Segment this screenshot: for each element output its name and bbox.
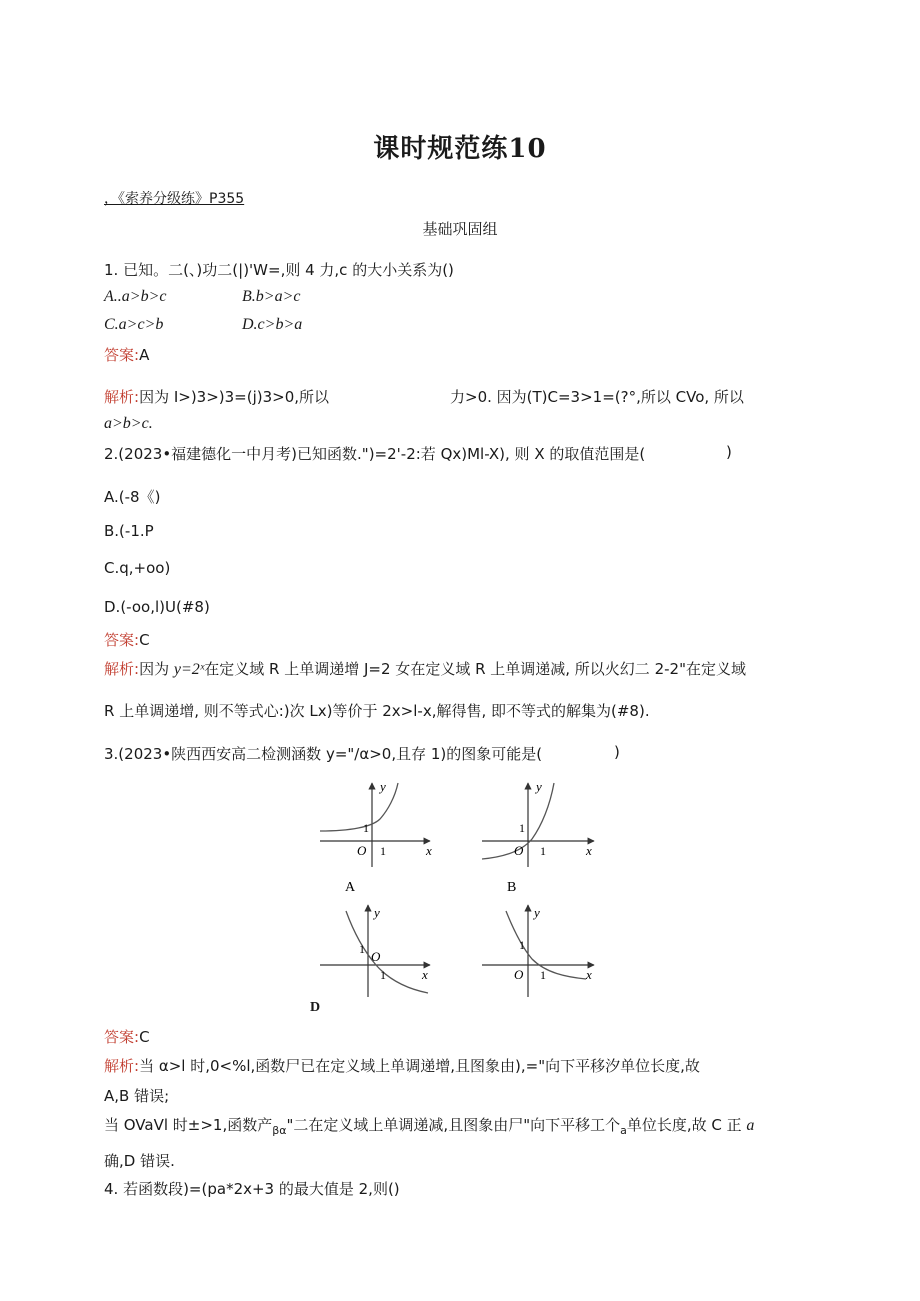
q2-stem: 2.(2023•福建德化一中月考)已知函数.")=2'-2:若 Qx)Ml-X), 则 X 的取值范围是( [104, 445, 646, 463]
q3-analysis-text-1: 当 α>l 时,0<%l,函数尸已在定义域上单调递增,且图象由),="向下平移汐单位长度,故 [139, 1057, 700, 1075]
q1-analysis-line1b: 力>0. 因为(T)C=3>1=(?°,所以 CVo, 所以 [450, 388, 744, 406]
graph-a-y-one: 1 [363, 821, 369, 835]
graph-b-origin: O [514, 843, 524, 858]
graph-d-y-label: y [534, 905, 540, 920]
q3-analysis-line2: A,B 错误; [104, 1087, 170, 1105]
graph-a-x-one: 1 [380, 844, 386, 858]
q2-analysis-line1 [104, 658, 746, 679]
q3-analysis-italic-a: a [746, 1117, 755, 1134]
q3-stem: 3.(2023•陕西西安高二检测涵数 y="∕α>0,且存 1)的图象可能是( [104, 745, 543, 763]
q1-option-d: D.c>b>a [242, 316, 303, 333]
source-reference-link[interactable]: ，《索养分级练》P355 [104, 191, 245, 207]
answer-label: 答案: [104, 631, 140, 649]
graph-c-x-one: 1 [380, 968, 386, 982]
q3-analysis-line4: 确,D 错误. [104, 1152, 175, 1170]
q3-analysis-sub2: a [620, 1124, 627, 1137]
q1-option-c: C.a>c>b [104, 316, 164, 333]
answer-label: 答案: [104, 1028, 140, 1046]
graph-d-x-label: x [586, 967, 592, 982]
graph-d-label: D [310, 1000, 321, 1015]
graph-d-x-one: 1 [540, 968, 546, 982]
q2-option-b: B.(-1.P [104, 522, 154, 540]
q3-analysis-text-3b: "二在定义域上单调递减,且图象由尸"向下平移工个 [286, 1116, 621, 1134]
graph-a [320, 779, 432, 867]
q2-option-a: A.(-8《) [104, 488, 161, 506]
q1-analysis-text-a: 因为 I>)3>)3=(j)3>0,所以 [139, 388, 330, 406]
page-title: 课时规范练10 [373, 134, 547, 164]
answer-label: 答案: [104, 346, 140, 364]
graph-c-y-one: 1 [359, 942, 365, 956]
graph-c-y-label: y [374, 905, 380, 920]
q1-stem: 1. 已知。二(、)功二(|)'W=,则 4 力,c 的大小关系为() [104, 261, 454, 279]
graph-b-y-label: y [536, 779, 542, 794]
q1-answer-value: A [139, 346, 150, 364]
q4-stem: 4. 若函数段)=(pa*2x+3 的最大值是 2,则() [104, 1180, 400, 1198]
q1-analysis-line2: a>b>c. [104, 415, 153, 432]
q3-analysis-text-3c: 单位长度,故 C 正 [626, 1116, 742, 1134]
q2-analysis-line2: R 上单调递增, 则不等式心:)次 Lx)等价于 2x>l-x,解得售, 即不等式的解集为(#8). [104, 702, 650, 720]
graph-d-y-one: 1 [519, 938, 525, 952]
q3-graph-figure [310, 775, 610, 1015]
graph-d-origin: O [514, 967, 524, 982]
q2-option-c: C.q,+oo) [104, 559, 171, 577]
graph-c-origin: O [371, 949, 381, 964]
graph-a-y-label: y [380, 779, 386, 794]
q1-option-a: A..a>b>c [104, 288, 167, 305]
q1-option-b: B.b>a>c [242, 288, 301, 305]
q2-analysis-text-b: 在定义域 R 上单调递增 J=2 女在定义域 R 上单调递减, 所以火幻二 2-2"在定义域 [204, 660, 746, 678]
graph-b-label: B [507, 880, 517, 895]
analysis-label: 解析: [104, 660, 140, 678]
q2-answer-value: C [139, 631, 150, 649]
q3-analysis-line3 [104, 1114, 754, 1137]
q3-analysis-line1 [104, 1055, 700, 1076]
graph-b [482, 779, 594, 867]
q3-analysis-sub: βα [272, 1124, 287, 1137]
q2-analysis-math: y=2ˣ [173, 661, 205, 678]
graph-b-x-one: 1 [540, 844, 546, 858]
q1-answer [104, 344, 149, 365]
q2-answer [104, 629, 150, 650]
q3-answer [104, 1026, 150, 1047]
graph-a-label: A [345, 880, 356, 895]
q2-option-d: D.(-oo,l)U(#8) [104, 598, 210, 616]
graph-a-origin: O [357, 843, 367, 858]
analysis-label: 解析: [104, 1057, 140, 1075]
graph-a-curve [320, 783, 398, 831]
q3-answer-value: C [139, 1028, 150, 1046]
q3-analysis-text-3a: 当 OVaVl 时±>1,函数产 [104, 1116, 273, 1134]
graph-b-y-one: 1 [519, 821, 525, 835]
q2-stem-end: ) [726, 443, 732, 461]
analysis-label: 解析: [104, 388, 140, 406]
q3-stem-end: ) [614, 743, 620, 761]
q2-analysis-text-a: 因为 [139, 660, 170, 678]
graph-b-x-label: x [586, 843, 592, 858]
graph-d [482, 905, 594, 997]
q1-analysis-line1a [104, 386, 329, 407]
section-heading: 基础巩固组 [422, 220, 498, 238]
graph-c-x-label: x [422, 967, 428, 982]
graph-a-x-label: x [426, 843, 432, 858]
graph-c [320, 905, 430, 997]
